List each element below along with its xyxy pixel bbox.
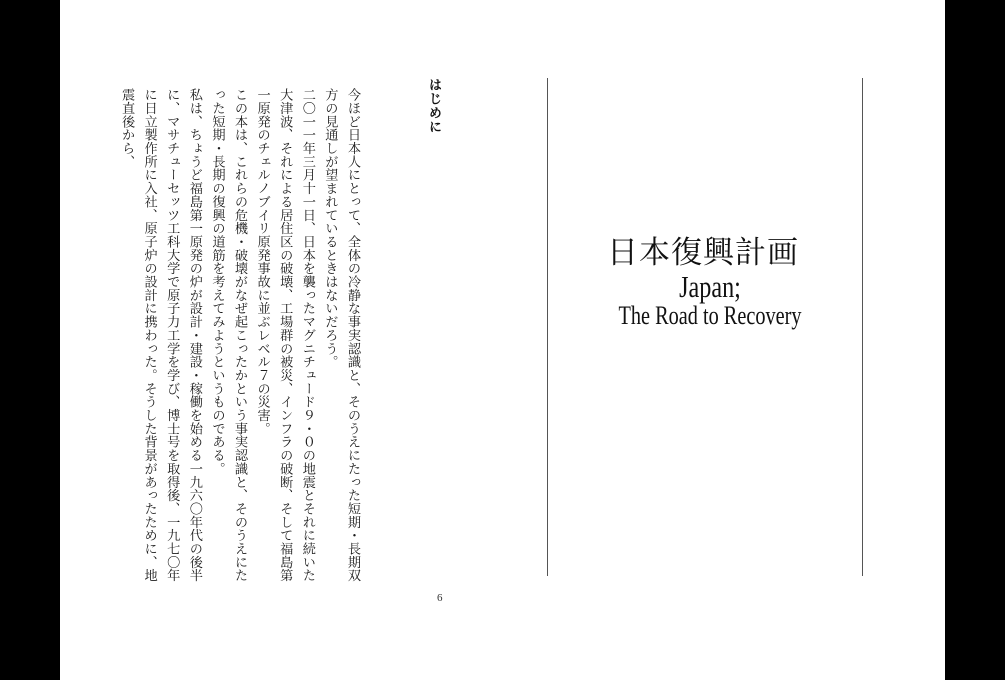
subtitle-line-2: The Road to Recovery (618, 301, 802, 330)
paragraph-2: 二〇一一年三月十一日、日本を襲ったマグニチュード９・０の地震とそれに続いた大津波、それによる居住区の破壊、工場群の被災、インフラの破断、そして福島第一原発のチェルノブイリ原発事故に並ぶレベル７の災害。 (254, 88, 315, 582)
paragraph-1: 今ほど日本人にとって、全体の冷静な事実認識と、そのうえにたった短期・長期双方の見通しが望まれているときはないだろう。 (322, 88, 360, 582)
paragraph-4: 私は、ちょうど福島第一原発の炉が設計・建設・稼働を始める一九六〇年代の後半に、マサチューセッツ工科大学で原子力工学を学び、博士号を取得後、一九七〇年に日立製作所に入社、原子炉の設計に携わった。そうした背景があったために、地震直後から、 (119, 88, 202, 582)
title-frame-left-rule (547, 78, 548, 576)
section-heading: はじめに (426, 78, 441, 134)
title-frame-right-rule (862, 78, 863, 576)
paragraph-3: この本は、これらの危機・破壊がなぜ起こったかという事実認識と、そのうえにたった短期・長期の復興の道筋を考えてみようというものである。 (209, 88, 248, 582)
page-number: 6 (437, 592, 443, 604)
book-spread (60, 0, 945, 680)
subtitle-line-1: Japan; (679, 269, 741, 304)
body-text (119, 88, 363, 588)
book-title: 日本復興計画 (607, 235, 799, 271)
